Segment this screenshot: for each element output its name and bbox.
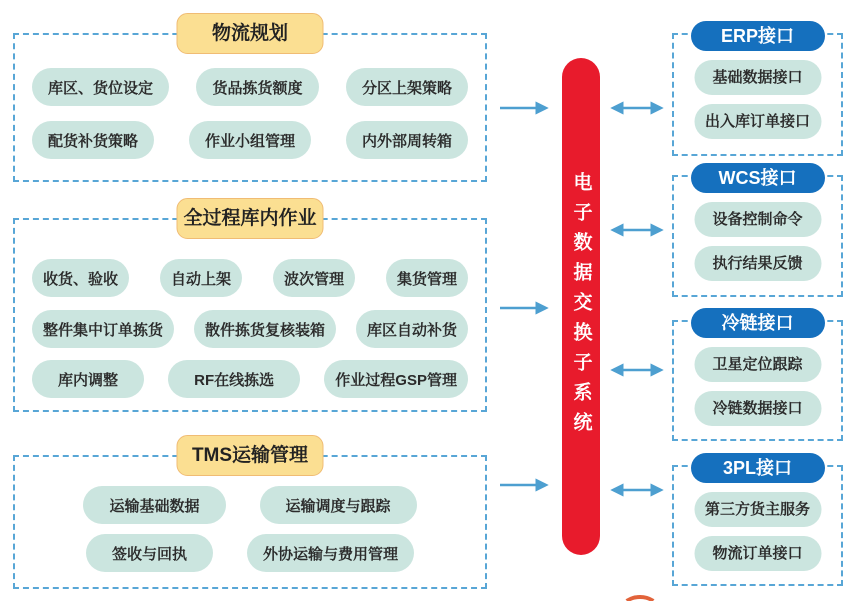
item-pill: 签收与回执 [86,534,213,572]
section-title-wcs: WCS接口 [691,163,825,193]
pill-row [32,68,468,106]
item-pill: 集货管理 [386,259,468,297]
item-pill: 执行结果反馈 [694,246,821,281]
section-title-warehouse-operations: 全过程库内作业 [177,198,324,239]
section-title-tms-transport: TMS运输管理 [177,435,324,476]
item-pill: 设备控制命令 [694,202,821,237]
item-pill: 波次管理 [273,259,355,297]
pill-row [32,486,468,524]
section-3pl-interface [672,458,843,586]
section-title-erp: ERP接口 [691,21,825,51]
item-pill: 作业过程GSP管理 [324,360,468,398]
item-pill: 外协运输与费用管理 [247,534,414,572]
item-pill: 作业小组管理 [189,121,311,159]
item-pill: 收货、验收 [32,259,129,297]
pill-row [32,360,468,398]
item-pill: 库区自动补货 [356,310,468,348]
section-erp-interface [672,26,843,156]
logo-fragment-icon [621,595,659,601]
section-title-logistics-planning: 物流规划 [177,13,324,54]
item-pill: 冷链数据接口 [694,391,821,426]
item-pill: 散件拣货复核装箱 [194,310,336,348]
item-pill: 出入库订单接口 [694,104,821,139]
item-pill: 分区上架策略 [346,68,468,106]
pill-row [32,259,468,297]
right-double-arrow-icons [613,108,661,490]
section-title-3pl: 3PL接口 [691,453,825,483]
item-pill: 自动上架 [160,259,242,297]
section-wcs-interface [672,168,843,297]
item-pill: 运输调度与跟踪 [260,486,417,524]
section-tms-transport [13,445,487,589]
item-pill: 卫星定位跟踪 [694,347,821,382]
edi-subsystem-label: 电子数据交换子系统 [570,171,592,442]
pill-row [32,310,468,348]
item-pill: RF在线拣选 [168,360,300,398]
section-coldchain-interface [672,313,843,441]
left-single-arrow-icons [500,108,546,485]
item-pill: 内外部周转箱 [346,121,468,159]
item-pill: 物流订单接口 [694,536,821,571]
pill-row [32,534,468,572]
section-title-coldchain: 冷链接口 [691,308,825,338]
section-logistics-planning [13,23,487,182]
item-pill: 库内调整 [32,360,144,398]
item-pill: 运输基础数据 [83,486,225,524]
section-warehouse-operations [13,208,487,412]
item-pill: 整件集中订单拣货 [32,310,174,348]
item-pill: 配货补货策略 [32,121,154,159]
item-pill: 货品拣货额度 [196,68,318,106]
item-pill: 基础数据接口 [694,60,821,95]
item-pill: 第三方货主服务 [694,492,821,527]
pill-row [32,121,468,159]
item-pill: 库区、货位设定 [32,68,169,106]
edi-subsystem-bar [562,58,600,555]
